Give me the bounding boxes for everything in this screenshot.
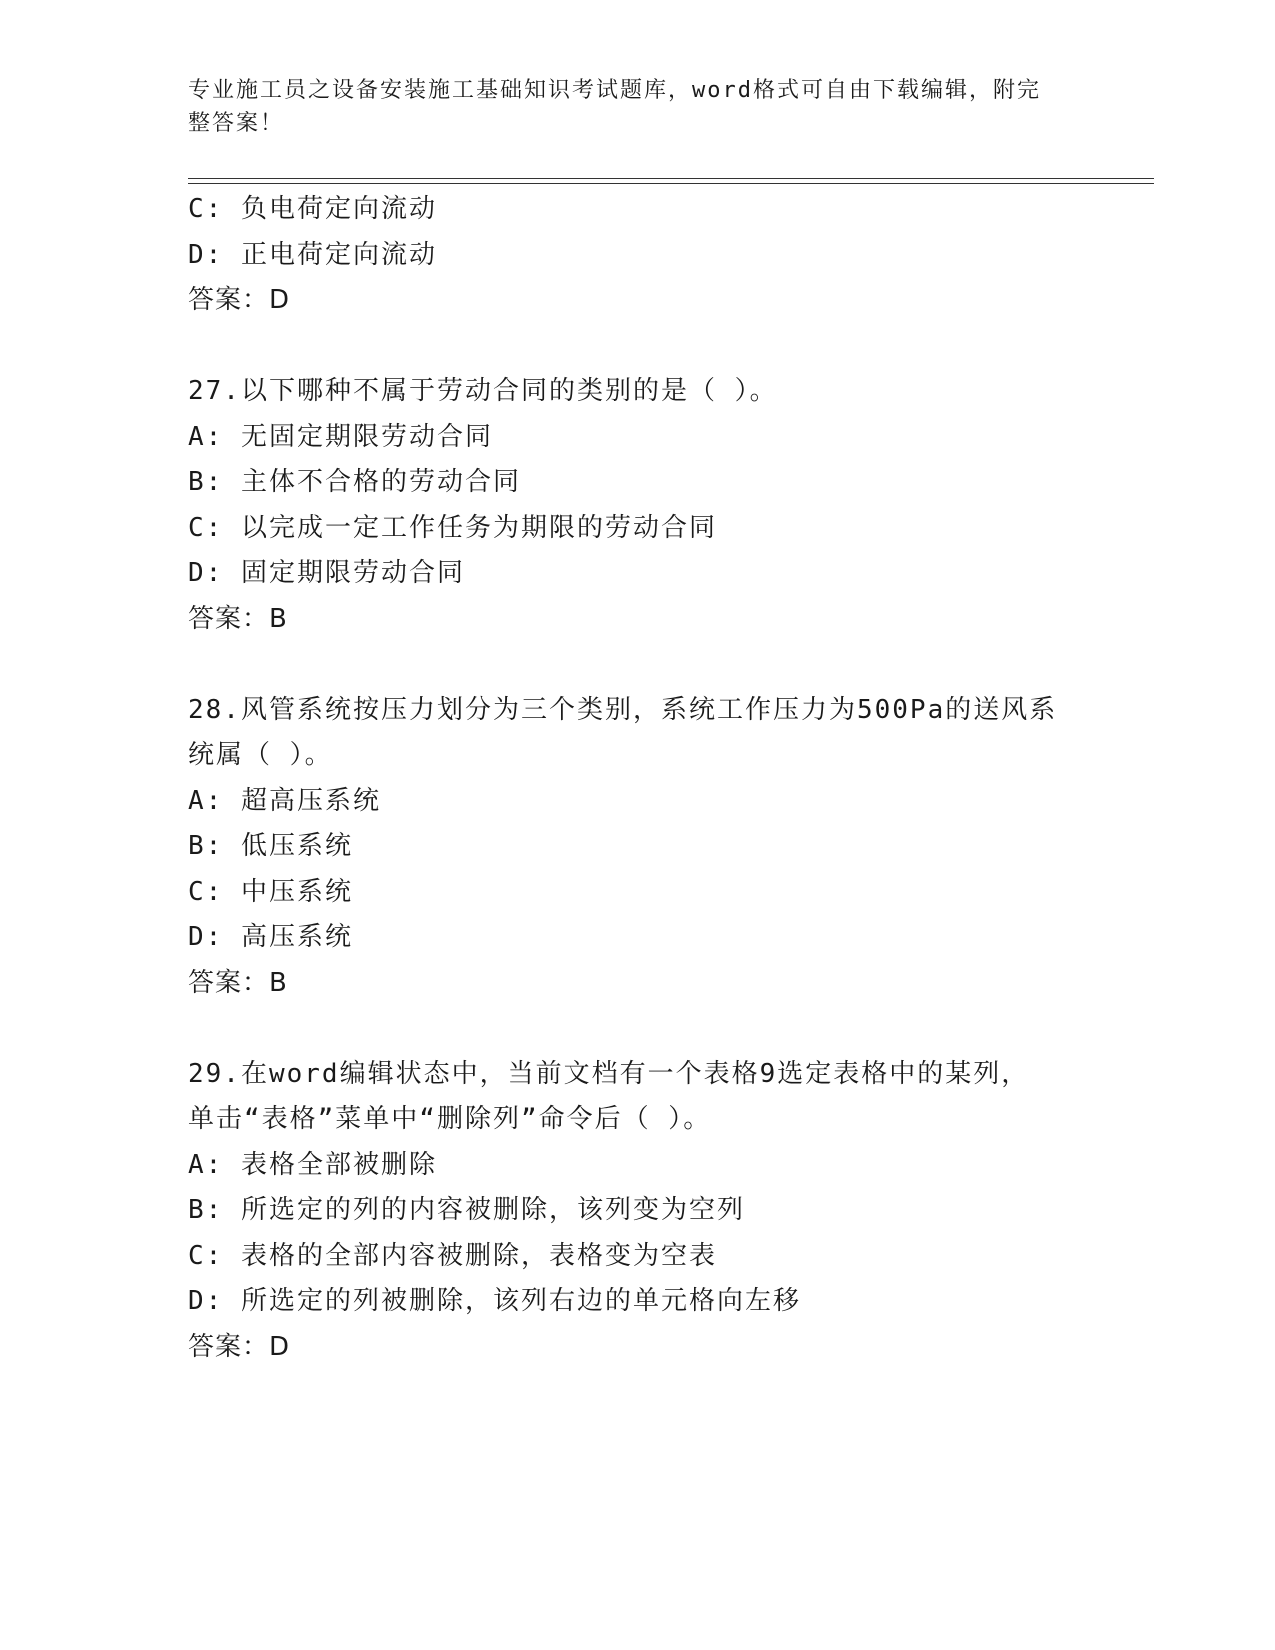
- answer-line: 答案：B: [188, 603, 288, 634]
- option-b: B: 低压系统: [188, 831, 353, 861]
- option-d: D: 正电荷定向流动: [188, 239, 437, 270]
- option-d: D: 固定期限劳动合同: [188, 558, 465, 588]
- header-divider-top: [188, 178, 1154, 179]
- question-stem: 29.在word编辑状态中，当前文档有一个表格9选定表格中的某列，: [188, 1058, 1030, 1089]
- answer-line: 答案：D: [188, 1331, 291, 1362]
- document-header: [188, 74, 1068, 140]
- option-a: A: 无固定期限劳动合同: [188, 421, 493, 452]
- spacer: [188, 324, 1088, 370]
- option-a: A: 表格全部被删除: [188, 1149, 437, 1180]
- option-c: C: 负电荷定向流动: [188, 194, 437, 224]
- option-c: C: 表格的全部内容被删除，表格变为空表: [188, 1240, 717, 1271]
- question-26-fragment: [188, 187, 1088, 324]
- answer-line: 答案：B: [188, 967, 288, 998]
- option-d: D: 所选定的列被删除，该列右边的单元格向左移: [188, 1286, 801, 1316]
- option-c: C: 以完成一定工作任务为期限的劳动合同: [188, 512, 717, 543]
- option-b: B: 主体不合格的劳动合同: [188, 467, 521, 497]
- option-c: C: 中压系统: [188, 876, 353, 907]
- question-stem-continued: 单击“表格”菜单中“删除列”命令后（ ）。: [188, 1104, 712, 1134]
- question-27: [188, 369, 1088, 642]
- answer-line: 答案：D: [188, 285, 291, 315]
- question-stem-continued: 统属（ ）。: [188, 740, 333, 770]
- question-29: [188, 1052, 1088, 1371]
- spacer: [188, 1006, 1088, 1052]
- option-d: D: 高压系统: [188, 922, 353, 952]
- question-stem: 27.以下哪种不属于劳动合同的类别的是（ ）。: [188, 376, 778, 406]
- option-a: A: 超高压系统: [188, 785, 381, 816]
- header-title-line-2: 整答案！: [188, 111, 285, 136]
- header-title-line-1: 专业施工员之设备安装施工基础知识考试题库，word格式可自由下载编辑，附完: [188, 78, 1041, 103]
- question-28: [188, 688, 1088, 1007]
- spacer: [188, 642, 1088, 688]
- question-stem: 28.风管系统按压力划分为三个类别，系统工作压力为500Pa的送风系: [188, 694, 1058, 725]
- option-b: B: 所选定的列的内容被删除，该列变为空列: [188, 1195, 745, 1225]
- header-divider-bottom: [188, 183, 1154, 184]
- question-list: [188, 187, 1088, 1370]
